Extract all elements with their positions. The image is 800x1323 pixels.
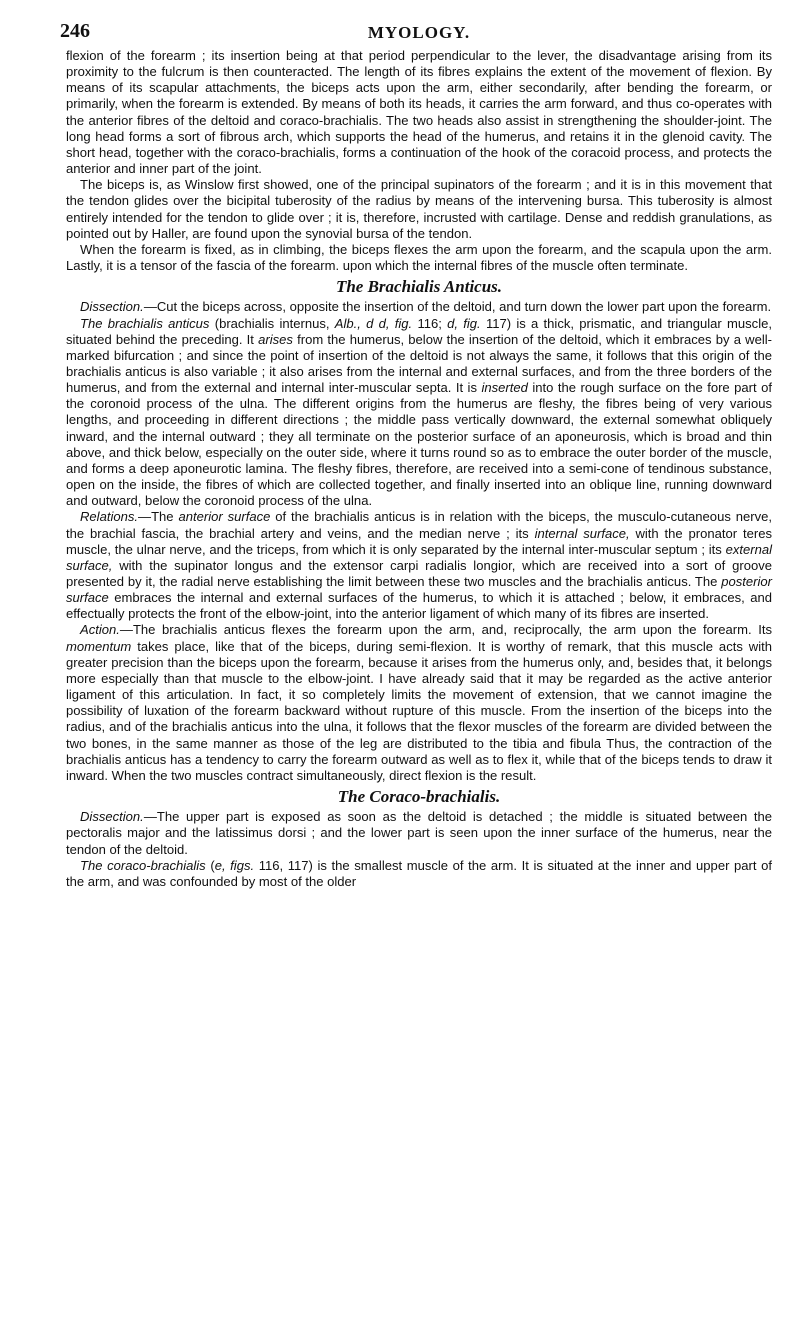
dissection-label: Dissection. [80, 809, 144, 825]
paragraph-biceps-supinator: The biceps is, as Winslow first showed, one of the principal supinators of the forearm ; and it is in this movement that the tendon glides over the bicipital tuberosity of the radius by means of the intervening bursa. This tuberosity is almost entirely intended for the tendon to glide over ; it is, therefore, incrusted with cartilage. Dense and reddish granulations, as pointed out by Haller, are found upon the synovial bursa of the tendon. [66, 177, 772, 241]
term-momentum: momentum [66, 638, 132, 654]
figure-reference: Alb., d d, fig. [334, 315, 413, 331]
page-number: 246 [60, 20, 90, 42]
paragraph-coraco-description [66, 858, 772, 890]
text-fragment: 116, 117) is the smallest muscle of the arm. It is situated at the inner and upper part of the arm, and was confounded by most of the older [66, 857, 772, 889]
paragraph-brachialis-description [66, 316, 772, 510]
paragraph-coraco-dissection [66, 809, 772, 857]
figure-reference: d, fig. [447, 315, 481, 331]
text-fragment: —The brachialis anticus flexes the forearm upon the arm, and, reciprocally, the arm upon the forearm. Its [119, 622, 772, 638]
text-fragment: with the supinator longus and the extensor carpi radialis longior, which are received into a sort of groove presented by it, the radial nerve establishing the limit between these two muscles and the brachialis anticus. The [66, 557, 772, 589]
paragraph-biceps-flexion: flexion of the forearm ; its insertion being at that period perpendicular to the lever, the disadvantage arising from its proximity to the fulcrum is then counteracted. The length of its fibres explains the extent of the movement of flexion. By means of its scapular attachments, the biceps acts upon the arm, either secondarily, after bending the forearm, or primarily, when the forearm is extended. By means of both its heads, it carries the arm forward, and thus co-operates with the anterior fibres of the deltoid and coraco-brachialis. The two heads also assist in strengthening the shoulder-joint. The long head forms a sort of fibrous arch, which supports the head of the humerus, and retains it in the glenoid cavity. The short head, together with the coraco-brachialis, forms a continuation of the hook of the coracoid process, and protects the anterior and inner part of the joint. [66, 48, 772, 177]
paragraph-brachialis-relations [66, 509, 772, 622]
text-fragment: (brachialis internus, [209, 315, 335, 331]
term-arises: arises [258, 331, 293, 347]
text-fragment: into the rough surface on the fore part of the coronoid process of the ulna. The different origins from the humerus are fleshy, the fibres being of very various lengths, and proceeding in different directions ; the middle pass vertically downward, the external somewhat obliquely inward, and the internal outward ; they all terminate on the posterior surface of an aponeurosis, which is broad and thin above, and thick below, especially on the outer side, where it turns round so as to embrace the outer border of the muscle, and forms a deep aponeurotic lamina. The fleshy fibres, therefore, are received into a semi-cone of tendinous substance, open on the inside, the fibres of which are collected together, and finally inserted into an oblique line, running downward and outward, below the coronoid process of the ulna. [66, 380, 772, 509]
paragraph-biceps-climbing: When the forearm is fixed, as in climbing, the biceps flexes the arm upon the forearm, and the scapula upon the arm. Lastly, it is a tensor of the fascia of the forearm. upon which the internal fibres of the muscle often terminate. [66, 241, 772, 274]
running-header [60, 18, 772, 48]
paragraph-brachialis-action [66, 622, 772, 784]
section-title-brachialis: The Brachialis Anticus. [335, 277, 503, 297]
muscle-name: The coraco-brachialis [80, 857, 206, 873]
dissection-text: —Cut the biceps across, opposite the insertion of the deltoid, and turn down the lower part upon the forearm. [143, 299, 772, 315]
term-internal-surface: internal surface, [534, 525, 630, 541]
muscle-name: The brachialis anticus [80, 315, 210, 331]
term-anterior-surface: anterior surface [178, 509, 271, 525]
text-fragment: from the humerus, below the insertion of the deltoid, which it embraces by a well-marked bifurcation ; and since the point of insertion of the deltoid is not always the same, it follows that this origin of the brachialis anticus is also variable ; it also arises from the internal and external surfaces, and from the three borders of the humerus, and from the external and internal inter-muscular septa. It is [66, 331, 772, 396]
text-fragment: of the brachialis anticus is in relation with the biceps, the musculo-cutaneous nerve, the brachial fascia, the brachial artery and veins, and the median nerve ; its [66, 509, 772, 541]
text-fragment: —The [138, 509, 179, 525]
relations-label: Relations. [80, 509, 139, 525]
paragraph-brachialis-dissection [66, 299, 772, 315]
dissection-label: Dissection. [80, 299, 144, 315]
section-title-coraco-brachialis: The Coraco-brachialis. [337, 787, 501, 807]
running-title: MYOLOGY. [367, 23, 471, 42]
term-external-surface: external surface, [66, 541, 772, 573]
text-fragment: ( [205, 857, 215, 873]
body-text [66, 48, 772, 890]
dissection-text: —The upper part is exposed as soon as the deltoid is detached ; the middle is situated between the pectoralis major and the latissimus dorsi ; and the lower part is seen upon the inner surface of the humerus, near the tendon of the deltoid. [66, 809, 772, 857]
text-fragment: embraces the internal and external surfaces of the humerus, to which it is attached ; below, it embraces, and effectually protects the front of the elbow-joint, into the anterior ligament of which many of its fibres are inserted. [66, 590, 772, 622]
text-fragment: 116; [412, 315, 448, 331]
text-fragment: 117) is a thick, prismatic, and triangular muscle, situated behind the preceding. It [66, 315, 772, 347]
term-inserted: inserted [481, 380, 528, 396]
text-fragment: takes place, like that of the biceps, during semi-flexion. It is worthy of remark, that this muscle acts with greater precision than the biceps upon the forearm, because it arises from the humerus only, and, besides that, it belongs more especially than that muscle to the elbow-joint. I have already said that it may be regarded as the active anterior ligament of this articulation. In fact, it so completely limits the movement of extension, that we cannot imagine the possibility of luxation of the forearm backward without rupture of this muscle. From the insertion of the biceps into the radius, and of the brachialis anticus into the ulna, it follows that the flexor muscles of the forearm are divided between the two bones, in the same manner as those of the leg are distributed to the tibia and fibula Thus, the contraction of the brachialis anticus has a tendency to carry the forearm outward as well as to flex it, while that of the biceps tends to draw it inward. When the two muscles contract simultaneously, direct flexion is the result. [66, 638, 772, 783]
text-fragment: with the pronator teres muscle, the ulnar nerve, and the triceps, from which it is only separated by the internal inter-muscular septum ; its [66, 525, 772, 557]
action-label: Action. [80, 622, 120, 638]
figure-reference: e, figs. [214, 857, 255, 873]
term-posterior-surface: posterior surface [66, 574, 772, 606]
